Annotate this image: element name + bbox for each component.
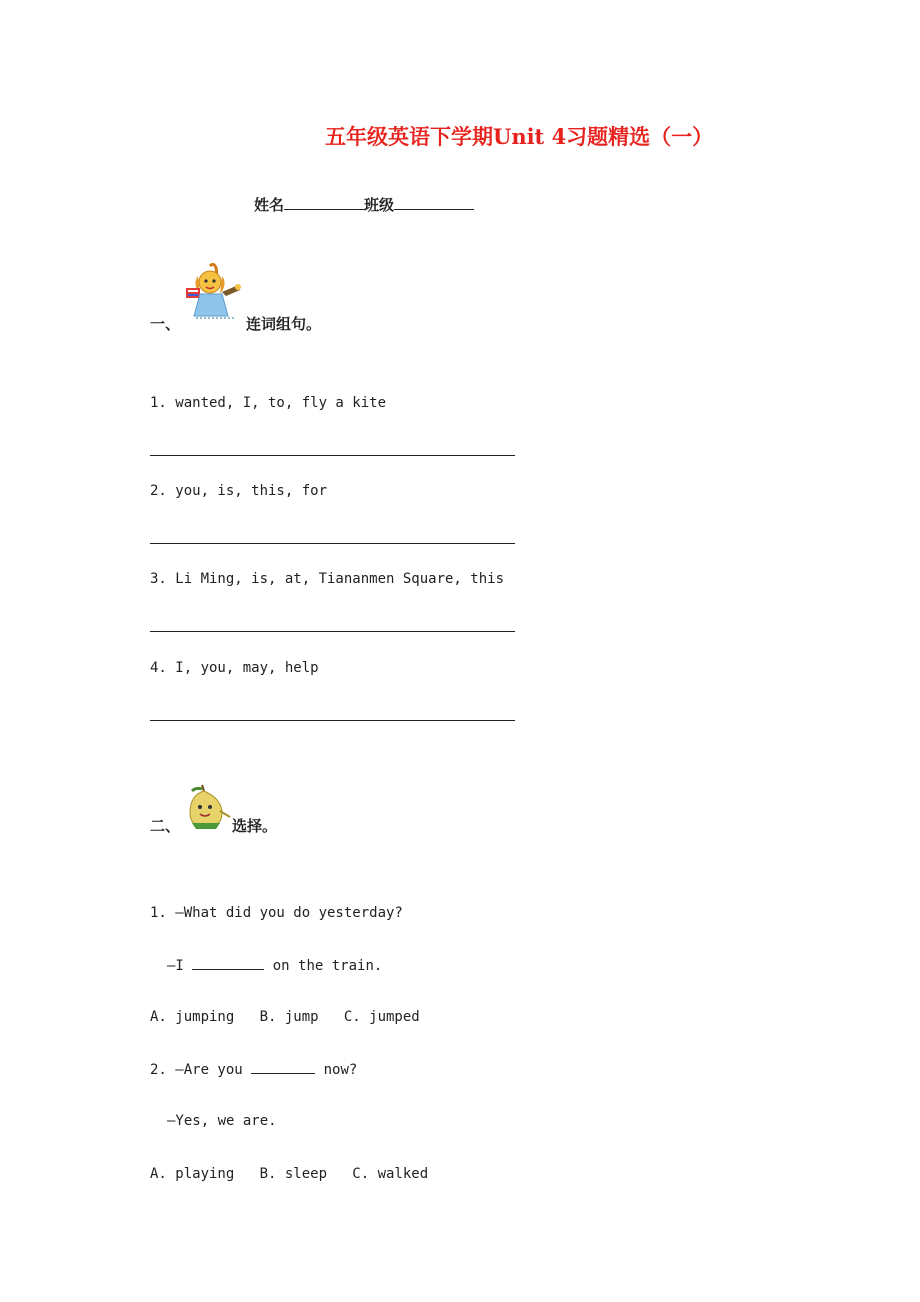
reorder-item-4: 4. I, you, may, help [150, 660, 319, 676]
question-2-after: now? [323, 1062, 358, 1078]
question-2-options: A. playing B. sleep C. walked [150, 1166, 429, 1182]
answer-line-3[interactable] [150, 631, 515, 632]
section1-number: 一、 [150, 315, 181, 333]
section2-heading: 选择。 [232, 817, 278, 835]
question-2-blank[interactable] [251, 1061, 315, 1074]
question-1-reply-after: on the train. [272, 958, 383, 974]
question-2 [150, 1061, 357, 1078]
name-class-line [254, 194, 474, 215]
question-1-reply-before: —I [167, 958, 184, 974]
question-1-reply [167, 957, 382, 974]
reorder-item-3: 3. Li Ming, is, at, Tiananmen Square, this [150, 571, 505, 587]
reorder-item-2: 2. you, is, this, for [150, 483, 328, 499]
answer-line-4[interactable] [150, 720, 515, 721]
question-2-before: 2. —Are you [150, 1062, 243, 1078]
girl-clipart-icon [182, 262, 246, 324]
class-label: 班级 [364, 196, 395, 214]
question-1: 1. —What did you do yesterday? [150, 905, 403, 921]
section1-heading: 连词组句。 [246, 315, 322, 333]
section2-number: 二、 [150, 817, 181, 835]
reorder-item-1: 1. wanted, I, to, fly a kite [150, 395, 387, 411]
pear-character-clipart-icon [182, 783, 232, 833]
question-1-options: A. jumping B. jump C. jumped [150, 1009, 420, 1025]
answer-line-2[interactable] [150, 543, 515, 544]
name-blank[interactable] [284, 195, 364, 210]
answer-line-1[interactable] [150, 455, 515, 456]
name-label: 姓名 [254, 196, 285, 214]
page-title: 五年级英语下学期Unit 4习题精选（一） [325, 124, 714, 149]
question-2-reply: —Yes, we are. [167, 1113, 277, 1129]
question-1-blank[interactable] [192, 957, 264, 970]
class-blank[interactable] [394, 195, 474, 210]
